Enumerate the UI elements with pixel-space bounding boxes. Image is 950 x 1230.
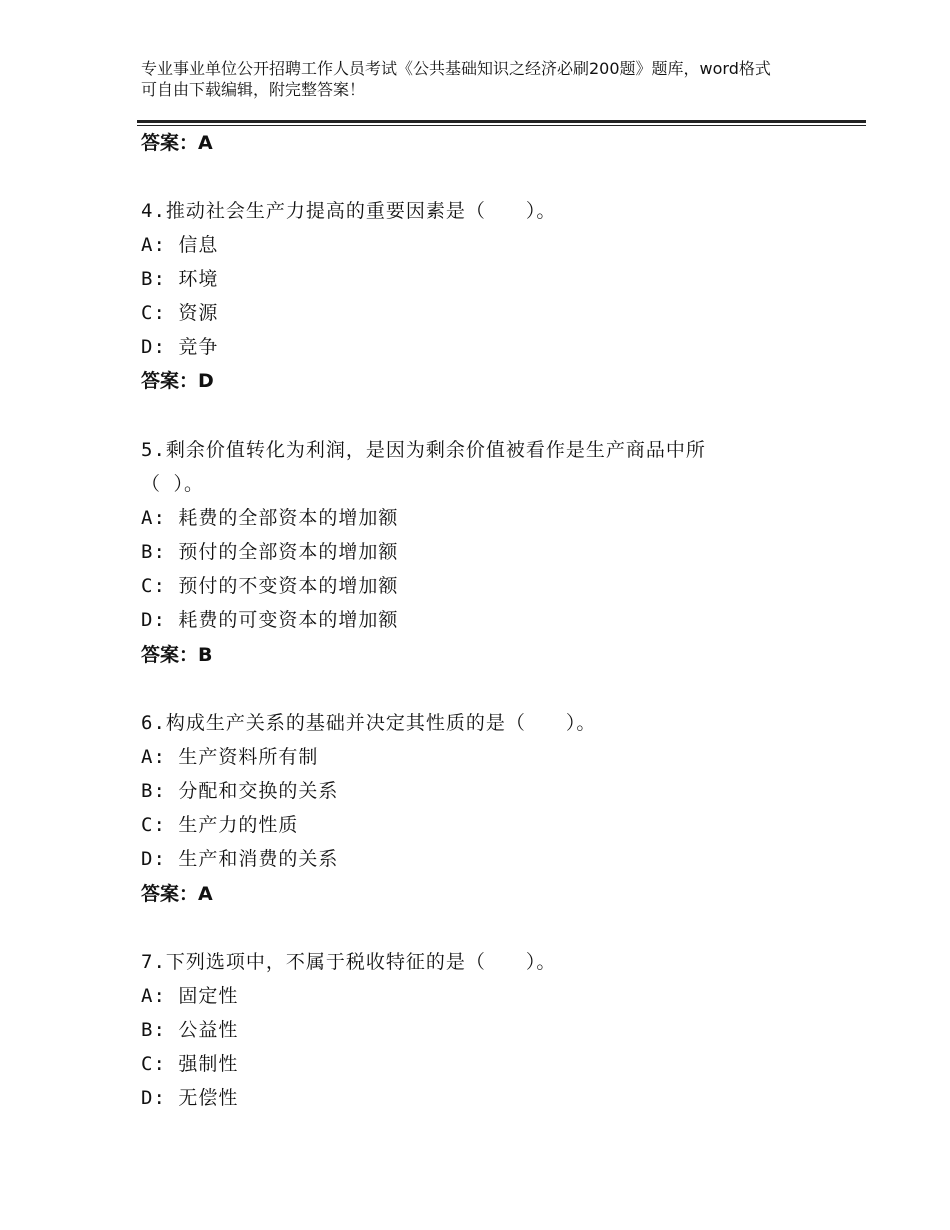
question-5-option-a: A: 耗费的全部资本的增加额 bbox=[141, 507, 399, 529]
question-7-option-c: C: 强制性 bbox=[141, 1053, 239, 1075]
question-4-option-b: B: 环境 bbox=[141, 268, 219, 290]
question-6-stem: 6.构成生产关系的基础并决定其性质的是（ ）。 bbox=[141, 712, 597, 734]
question-4-option-c: C: 资源 bbox=[141, 302, 219, 324]
question-7-option-b: B: 公益性 bbox=[141, 1019, 239, 1041]
question-5-stem-line-1: 5.剩余价值转化为利润，是因为剩余价值被看作是生产商品中所 bbox=[141, 439, 706, 461]
question-6-option-d: D: 生产和消费的关系 bbox=[141, 848, 339, 870]
question-5-option-b: B: 预付的全部资本的增加额 bbox=[141, 541, 399, 563]
question-5-option-c: C: 预付的不变资本的增加额 bbox=[141, 575, 399, 597]
question-6-option-c: C: 生产力的性质 bbox=[141, 814, 299, 836]
document-header: 专业事业单位公开招聘工作人员考试《公共基础知识之经济必刷200题》题库，word格式可自由下载编辑，附完整答案！ bbox=[141, 59, 771, 99]
answer-q6: 答案：A bbox=[141, 883, 213, 905]
header-rule-thick bbox=[137, 120, 866, 123]
question-7-option-d: D: 无偿性 bbox=[141, 1087, 239, 1109]
answer-q4: 答案：D bbox=[141, 370, 214, 392]
question-4-stem: 4.推动社会生产力提高的重要因素是（ ）。 bbox=[141, 200, 557, 222]
question-5-stem-line-2: （ ）。 bbox=[141, 473, 204, 495]
question-6-option-a: A: 生产资料所有制 bbox=[141, 746, 319, 768]
question-6-option-b: B: 分配和交换的关系 bbox=[141, 780, 339, 802]
header-rule-thin bbox=[137, 125, 866, 126]
question-5-option-d: D: 耗费的可变资本的增加额 bbox=[141, 609, 399, 631]
question-4-option-a: A: 信息 bbox=[141, 234, 219, 256]
answer-q3: 答案：A bbox=[141, 132, 213, 154]
answer-q5: 答案：B bbox=[141, 644, 213, 666]
question-7-stem: 7.下列选项中，不属于税收特征的是（ ）。 bbox=[141, 951, 557, 973]
question-4-option-d: D: 竞争 bbox=[141, 336, 219, 358]
question-7-option-a: A: 固定性 bbox=[141, 985, 239, 1007]
